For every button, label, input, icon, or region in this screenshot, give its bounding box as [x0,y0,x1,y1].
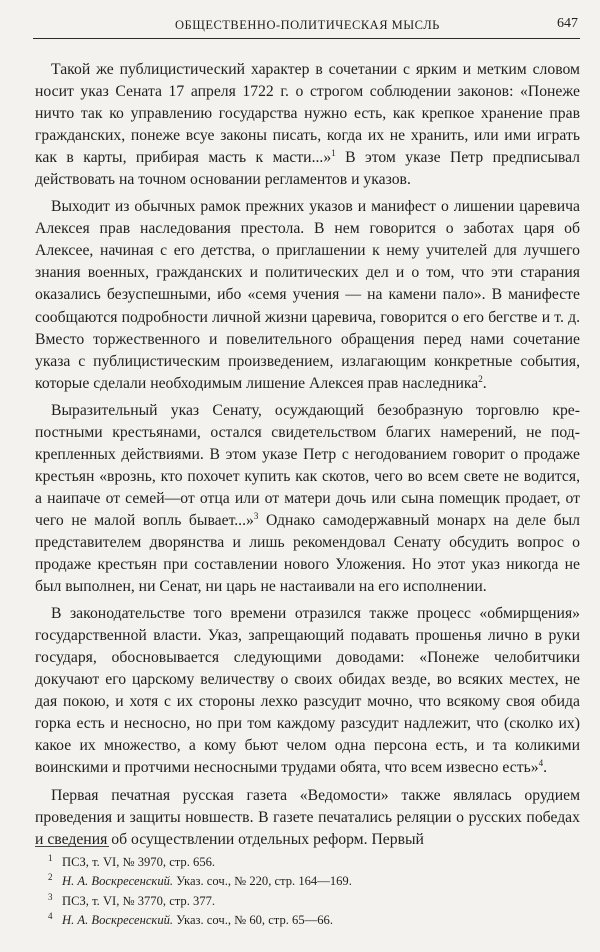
text-run: Такой же публицистический характер в сочетании с ярким и метким словом носит указ Сената 17 апреля 1722 г. о строгом соблюдении законов: «Понеже ничто так ко управлению государства нужно есть, как крепкое хранение прав гражданских, понеже всуе законы писать, когда их не хранить, или ими играть как в карты, прибирая масть к масти...» [35,61,580,167]
footnote-text: ПСЗ, т. VI, № 3770, стр. 377. [62,893,216,908]
footnote-2: 2 Н. А. Воскресенский. Указ. соч., № 220, стр. 164—169. [48,872,352,889]
main-text [35,59,580,856]
footnote-3: 3 ПСЗ, т. VI, № 3770, стр. 377. [48,891,216,908]
footnote-1: 1 ПСЗ, т. VI, № 3970, стр. 656. [48,853,216,869]
paragraph-manifesto-alexei [35,196,580,394]
text-run: В этом указе Петр предписывал действовать на точном основании регламентов и указов. [35,149,581,189]
footnote-text: Указ. соч., № 220, стр. 164—169. [173,874,352,889]
footnote-author: Н. А. Воскресенский. [62,874,174,889]
text-run: . [543,759,548,777]
page-number: 647 [557,16,578,31]
text-run: В законодательстве того времени отразился также процесс «обмирщения» государственной власти. Указ, запрещающий подавать прошенья лично в руки государя, обосновывается следующими доводами: «Понеже челобитчики докучают его царскому величеству о своих обидах везде, во всяких местех, не дая покою, и хотя с их стороны лехко разсудит мочно, что всякому своя обида горка есть и несносно, но при том каждому разсудит надлежит, что (сколко их) какое их множество, а кому бьют челом одна персона есть, и та коликими воинскими и протчими несносными трудами обята, что всем извесно есть» [35,605,580,777]
paragraph-vedomosti [35,785,580,851]
footnote-divider [35,846,109,847]
footnote-marker: 4 [538,758,544,769]
footnote-author: Н. А. Воскресенский. [62,912,174,927]
text-run: Выразительный указ Сенату, осуждающий безобразную торговлю крепостными крестьянами, остался свидетельством благих намерений, не подкрепленных действиями. В этом указе Петр с негодованием говорит о продаже крестьян «врознь, кто похочет купить как скотов, чего во всем свете не водится, а наипаче от семей—от отца или от матери дочь или сына помещик продает, от чего не малой вопль бывает...» [35,401,580,529]
text-run: Выходит из обычных рамок прежних указов и манифест о лишении царевича Алексея прав наследования престола. В нем говорится о заботах царя об Алексее, начиная с его детства, о приглашении к нему учителей для лучшего знания военных, гражданских и политических дел и о том, что эти старания оказались безуспешными, ибо «семя учения — на камени пало». В манифесте сообщаются подробности личной жизни царевича, говорится о его бегстве и т. д. Вместо торжественного и повелительного обращения перед нами сочетание указа с публицистическим произведением, излагающим конкретные события, которые сделали необходимым лишение Алексея прав наследника [35,198,580,392]
footnotes [48,853,580,930]
running-title: ОБЩЕСТВЕННО-ПОЛИТИЧЕСКАЯ МЫСЛЬ [175,18,440,32]
text-run: . [482,374,487,392]
footnote-4: 4 Н. А. Воскресенский. Указ. соч., № 60, стр. 65—66. [48,910,333,927]
paragraph-senate-decree [35,59,580,191]
footnote-text: ПСЗ, т. VI, № 3970, стр. 656. [62,855,216,869]
footnote-marker: 1 [331,148,336,159]
text-run: Первая печатная русская газета «Ведомости» также являлась орудием проведения и защиты новшеств. В газете печатались реляции о русских победах и сведения об осуществлении отдельных реформ. Первый [35,786,580,848]
footnote-marker: 3 [253,510,259,521]
footnote-text: Указ. соч., № 60, стр. 65—66. [173,912,333,927]
running-header [33,14,580,39]
paragraph-serf-trade-decree [35,400,580,598]
footnote-marker: 2 [478,373,483,384]
paragraph-secularization [35,603,580,779]
text-run: Однако самодержавный монарх на деле был представителем дворянства и лишь рекомендовал Сенату обсудить вопрос о продаже крестьян при составлении нового Уложения. Но этот указ никогда не был выполнен, ни Сенат, ни царь не настаивали на его исполнении. [35,511,580,596]
